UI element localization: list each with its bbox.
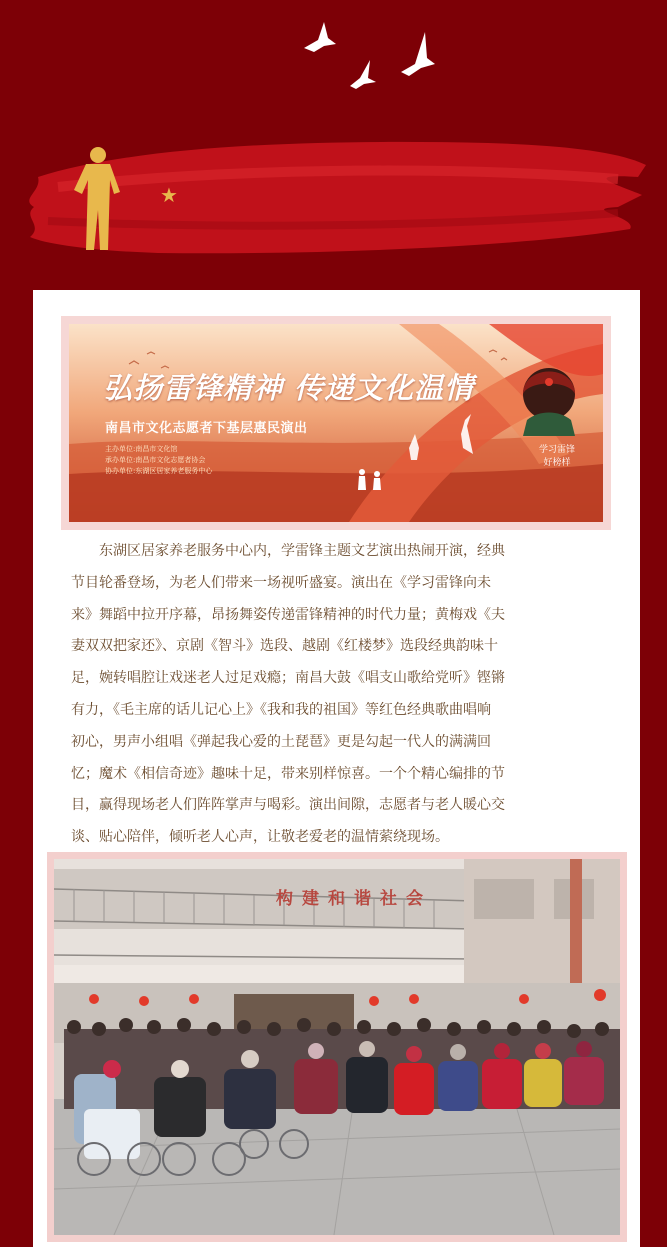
banner-organizer: 协办单位:东湖区居家养老服务中心 [105,467,213,475]
article-card [33,290,640,1247]
article-line: 谈、贴心陪伴，倾听老人心声，让敬老爱老的温情萦绕现场。 [71,829,449,846]
article-line: 目，赢得现场老人们阵阵掌声与喝彩。演出间隙，志愿者与老人暖心交 [71,797,505,814]
banner-organizer: 主办单位:南昌市文化馆 [105,445,178,453]
event-banner [69,324,603,522]
article-body [71,536,606,854]
lei-feng-silhouette [70,146,130,252]
star-icon: ★ [160,183,178,207]
article-line: 妻双双把家还》、京剧《智斗》选段、越剧《红楼梦》选段经典韵味十 [71,638,498,655]
article-line: 有力，《毛主席的话儿记心上》《我和我的祖国》等红色经典歌曲唱响 [71,701,491,718]
banner-subtitle: 南昌市文化志愿者下基层惠民演出 [105,421,308,436]
article-line: 初心，男声小组唱《弹起我心爱的土琵琶》更是勾起一代人的满满回 [71,733,491,750]
dove-icon [395,28,437,78]
dove-icon [348,58,378,90]
building-sign: 构建和谐社会 [276,889,432,909]
banner-organizer: 承办单位:南昌市文化志愿者协会 [105,456,206,464]
article-line: 来》舞蹈中拉开序幕，昂扬舞姿传递雷锋精神的时代力量；黄梅戏《夫 [71,606,505,623]
article-line: 忆；魔术《相信奇迹》趣味十足，带来别样惊喜。一个个精心编排的节 [71,765,505,782]
article-line: 东湖区居家养老服务中心内，学雷锋主题文艺演出热闹开演，经典 [71,543,505,559]
article-line: 足，婉转唱腔让戏迷老人过足戏瘾；南昌大鼓《唱支山歌给党听》铿锵 [71,670,505,687]
event-photo-scene [54,859,620,1235]
dove-icon [300,18,340,54]
event-photo-frame [47,852,627,1242]
event-photo [54,859,620,1235]
page-header [0,0,667,290]
article-line: 节目轮番登场，为老人们带来一场视听盛宴。演出在《学习雷锋向未 [71,574,491,591]
banner-slogan-line: 好榜样 [543,458,571,468]
banner-slogan-line: 学习雷锋 [538,445,575,455]
event-banner-frame [61,316,611,530]
banner-slogan [527,444,587,470]
banner-title: 弘扬雷锋精神 传递文化温情 [103,371,475,405]
